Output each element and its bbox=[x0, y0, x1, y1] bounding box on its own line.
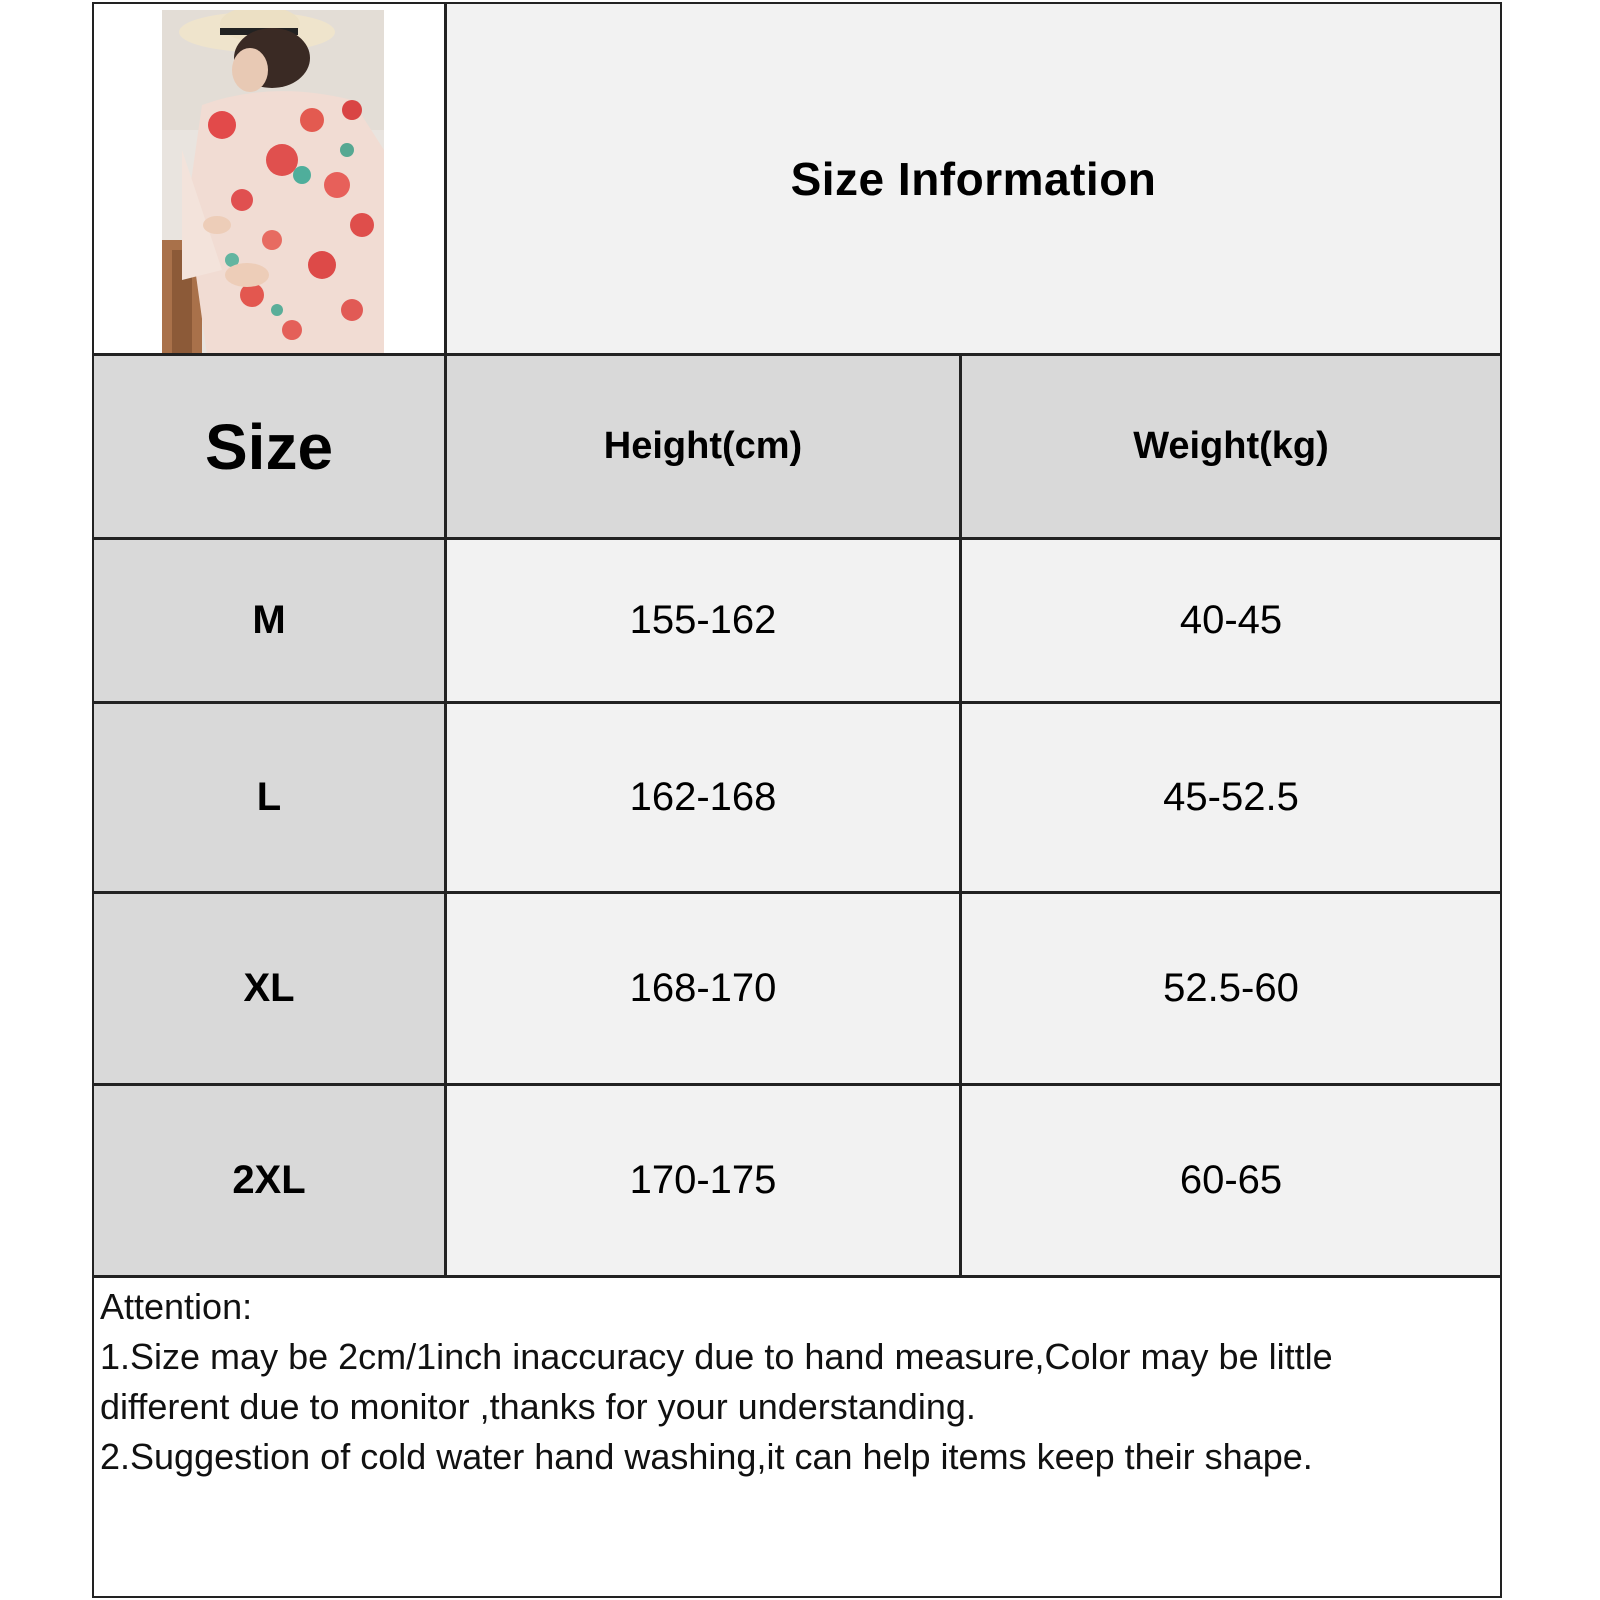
notes-heading: Attention: bbox=[100, 1286, 253, 1327]
table-row-weight bbox=[962, 894, 1500, 1083]
size-label: L bbox=[256, 775, 282, 819]
table-row-weight bbox=[962, 1086, 1500, 1275]
table-row-height bbox=[447, 1086, 959, 1275]
table-row-size bbox=[94, 704, 444, 891]
size-header-cell bbox=[94, 356, 444, 537]
height-value: 162-168 bbox=[629, 775, 777, 819]
product-photo bbox=[162, 10, 384, 355]
weight-value: 45-52.5 bbox=[1163, 775, 1299, 819]
title-cell bbox=[447, 4, 1500, 353]
grid-divider bbox=[94, 701, 1500, 704]
grid-divider bbox=[94, 1275, 1500, 1278]
weight-header-cell bbox=[962, 356, 1500, 537]
weight-value: 52.5-60 bbox=[1163, 966, 1299, 1010]
table-row-size bbox=[94, 540, 444, 701]
height-value: 170-175 bbox=[629, 1158, 777, 1202]
table-row-size bbox=[94, 894, 444, 1083]
notes-line: 2.Suggestion of cold water hand washing,it can help items keep their shape. bbox=[100, 1436, 1313, 1477]
weight-column-header: Weight(kg) bbox=[1133, 425, 1329, 467]
notes-line: different due to monitor ,thanks for your understanding. bbox=[100, 1386, 976, 1427]
grid-divider bbox=[959, 353, 962, 1278]
size-chart-sheet bbox=[92, 2, 1502, 1598]
table-row-height bbox=[447, 894, 959, 1083]
weight-value: 40-45 bbox=[1179, 598, 1283, 642]
grid-divider bbox=[94, 891, 1500, 894]
height-value: 168-170 bbox=[629, 966, 777, 1010]
page-title: Size Information bbox=[790, 152, 1157, 205]
grid-divider bbox=[94, 1083, 1500, 1086]
size-label: M bbox=[252, 598, 286, 642]
table-row-height bbox=[447, 704, 959, 891]
height-header-cell bbox=[447, 356, 959, 537]
height-value: 155-162 bbox=[629, 598, 777, 642]
table-row-weight bbox=[962, 540, 1500, 701]
table-row-weight bbox=[962, 704, 1500, 891]
notes-line: 1.Size may be 2cm/1inch inaccuracy due to hand measure,Color may be little bbox=[100, 1336, 1333, 1377]
table-row-height bbox=[447, 540, 959, 701]
attention-notes bbox=[100, 1282, 1490, 1482]
height-column-header: Height(cm) bbox=[603, 425, 803, 467]
size-column-header: Size bbox=[204, 410, 334, 483]
size-label: 2XL bbox=[232, 1158, 306, 1202]
grid-divider bbox=[94, 353, 1500, 356]
weight-value: 60-65 bbox=[1179, 1158, 1283, 1202]
grid-divider bbox=[94, 537, 1500, 540]
grid-divider bbox=[444, 4, 447, 1278]
table-row-size bbox=[94, 1086, 444, 1275]
size-label: XL bbox=[243, 966, 295, 1010]
